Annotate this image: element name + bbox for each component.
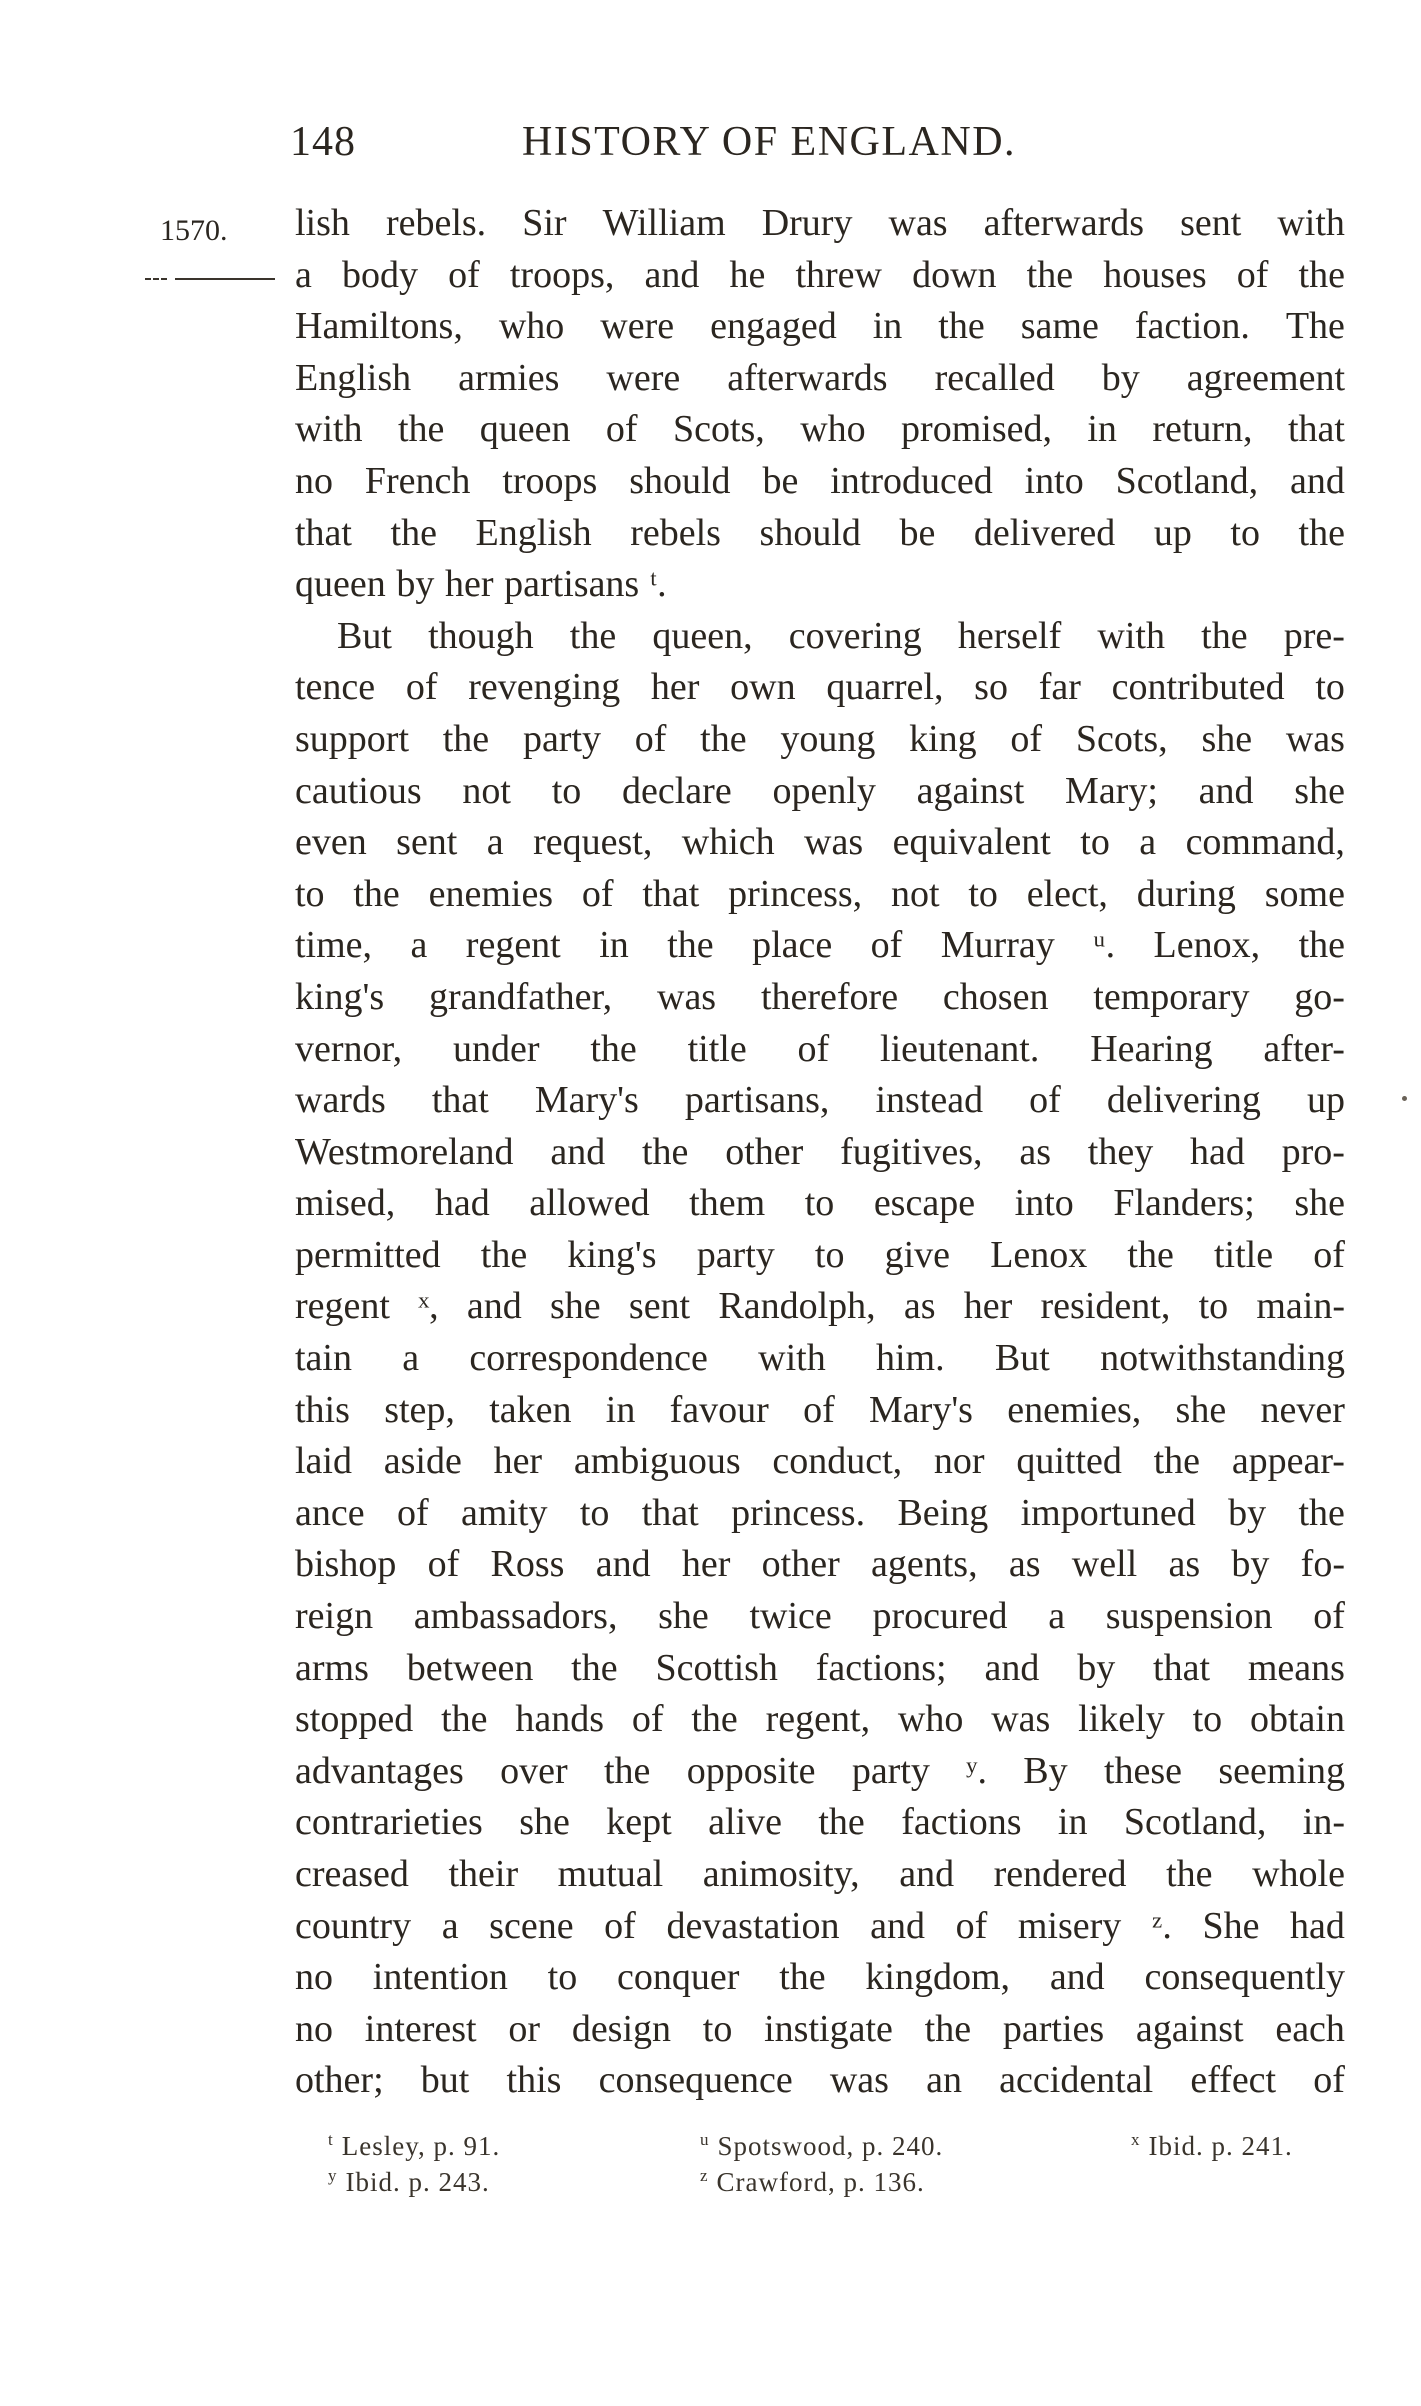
footnote-text: Ibid. p. 243.: [345, 2167, 490, 2197]
page-number: 148: [290, 119, 356, 165]
footnote-mark: u: [700, 2130, 710, 2149]
text-line: laid aside her ambiguous conduct, nor quitted the appear-: [295, 1440, 1345, 1483]
text-line: ance of amity to that princess. Being importuned by the: [295, 1491, 1345, 1534]
footnote-mark: t: [328, 2130, 334, 2149]
text-line: queen by her partisans ᵗ.: [295, 563, 667, 606]
text-line: English armies were afterwards recalled by agreement: [295, 356, 1345, 399]
text-line: contrarieties she kept alive the factions in Scotland, in-: [295, 1801, 1345, 1844]
text-line: a body of troops, and he threw down the houses of the: [295, 253, 1345, 296]
text-line: Westmoreland and the other fugitives, as they had pro-: [295, 1130, 1345, 1173]
text-line: creased their mutual animosity, and rendered the whole: [295, 1853, 1345, 1895]
text-line: support the party of the young king of Scots, she was: [295, 717, 1345, 760]
text-line: lish rebels. Sir William Drury was afterwards sent with: [295, 202, 1345, 244]
footnote-mark: z: [700, 2166, 709, 2185]
text-line: to the enemies of that princess, not to elect, during some: [295, 872, 1345, 915]
running-header: [290, 118, 1110, 178]
text-line: king's grandfather, was therefore chosen temporary go-: [295, 975, 1345, 1018]
margin-rule: [175, 278, 275, 280]
text-line: stopped the hands of the regent, who was likely to obtain: [295, 1698, 1345, 1741]
text-line: that the English rebels should be delivered up to the: [295, 511, 1345, 554]
text-line: bishop of Ross and her other agents, as well as by fo-: [295, 1543, 1345, 1586]
text-line: Hamiltons, who were engaged in the same faction. The: [295, 305, 1345, 348]
footnote: [700, 2158, 925, 2200]
text-line: no French troops should be introduced into Scotland, and: [295, 459, 1345, 502]
running-title: HISTORY OF ENGLAND.: [522, 119, 1017, 165]
text-line: with the queen of Scots, who promised, in return, that: [295, 408, 1345, 451]
text-line: mised, had allowed them to escape into Flanders; she: [295, 1182, 1345, 1225]
footnote: [328, 2158, 490, 2200]
footnote-mark: y: [328, 2166, 338, 2185]
text-line: no interest or design to instigate the parties against each: [295, 2007, 1345, 2050]
text-line: tain a correspondence with him. But notwithstanding: [295, 1337, 1345, 1380]
footnote-text: Spotswood, p. 240.: [717, 2131, 944, 2161]
footnote-text: Lesley, p. 91.: [341, 2131, 501, 2161]
footnote-text: Ibid. p. 241.: [1148, 2131, 1293, 2161]
text-line: cautious not to declare openly against Mary; and she: [295, 769, 1345, 812]
footnote: [1131, 2122, 1293, 2164]
body-text: [295, 198, 1345, 2107]
text-line: even sent a request, which was equivalent to a command,: [295, 821, 1345, 864]
margin-year: 1570.: [160, 214, 228, 247]
text-line: arms between the Scottish factions; and by that means: [295, 1646, 1345, 1689]
text-line: tence of revenging her own quarrel, so far contributed to: [295, 666, 1345, 709]
ink-speck: [1402, 1096, 1407, 1101]
text-line: country a scene of devastation and of misery ᶻ. She had: [295, 1904, 1345, 1947]
text-line: this step, taken in favour of Mary's enemies, she never: [295, 1388, 1345, 1431]
text-line: other; but this consequence was an accidental effect of: [295, 2059, 1345, 2102]
footnote-text: Crawford, p. 136.: [716, 2167, 925, 2197]
text-line: wards that Mary's partisans, instead of delivering up: [295, 1079, 1345, 1122]
text-line: no intention to conquer the kingdom, and consequently: [295, 1956, 1345, 1999]
text-line: time, a regent in the place of Murray ᵘ. Lenox, the: [295, 924, 1345, 967]
text-line: regent ˣ, and she sent Randolph, as her resident, to main-: [295, 1285, 1345, 1328]
text-line: advantages over the opposite party ʸ. By these seeming: [295, 1749, 1345, 1792]
footnote-mark: x: [1131, 2130, 1141, 2149]
text-line: reign ambassadors, she twice procured a suspension of: [295, 1595, 1345, 1638]
text-line: permitted the king's party to give Lenox the title of: [295, 1233, 1345, 1276]
text-line: But though the queen, covering herself with the pre-: [337, 614, 1345, 657]
text-line: vernor, under the title of lieutenant. Hearing after-: [295, 1027, 1345, 1070]
